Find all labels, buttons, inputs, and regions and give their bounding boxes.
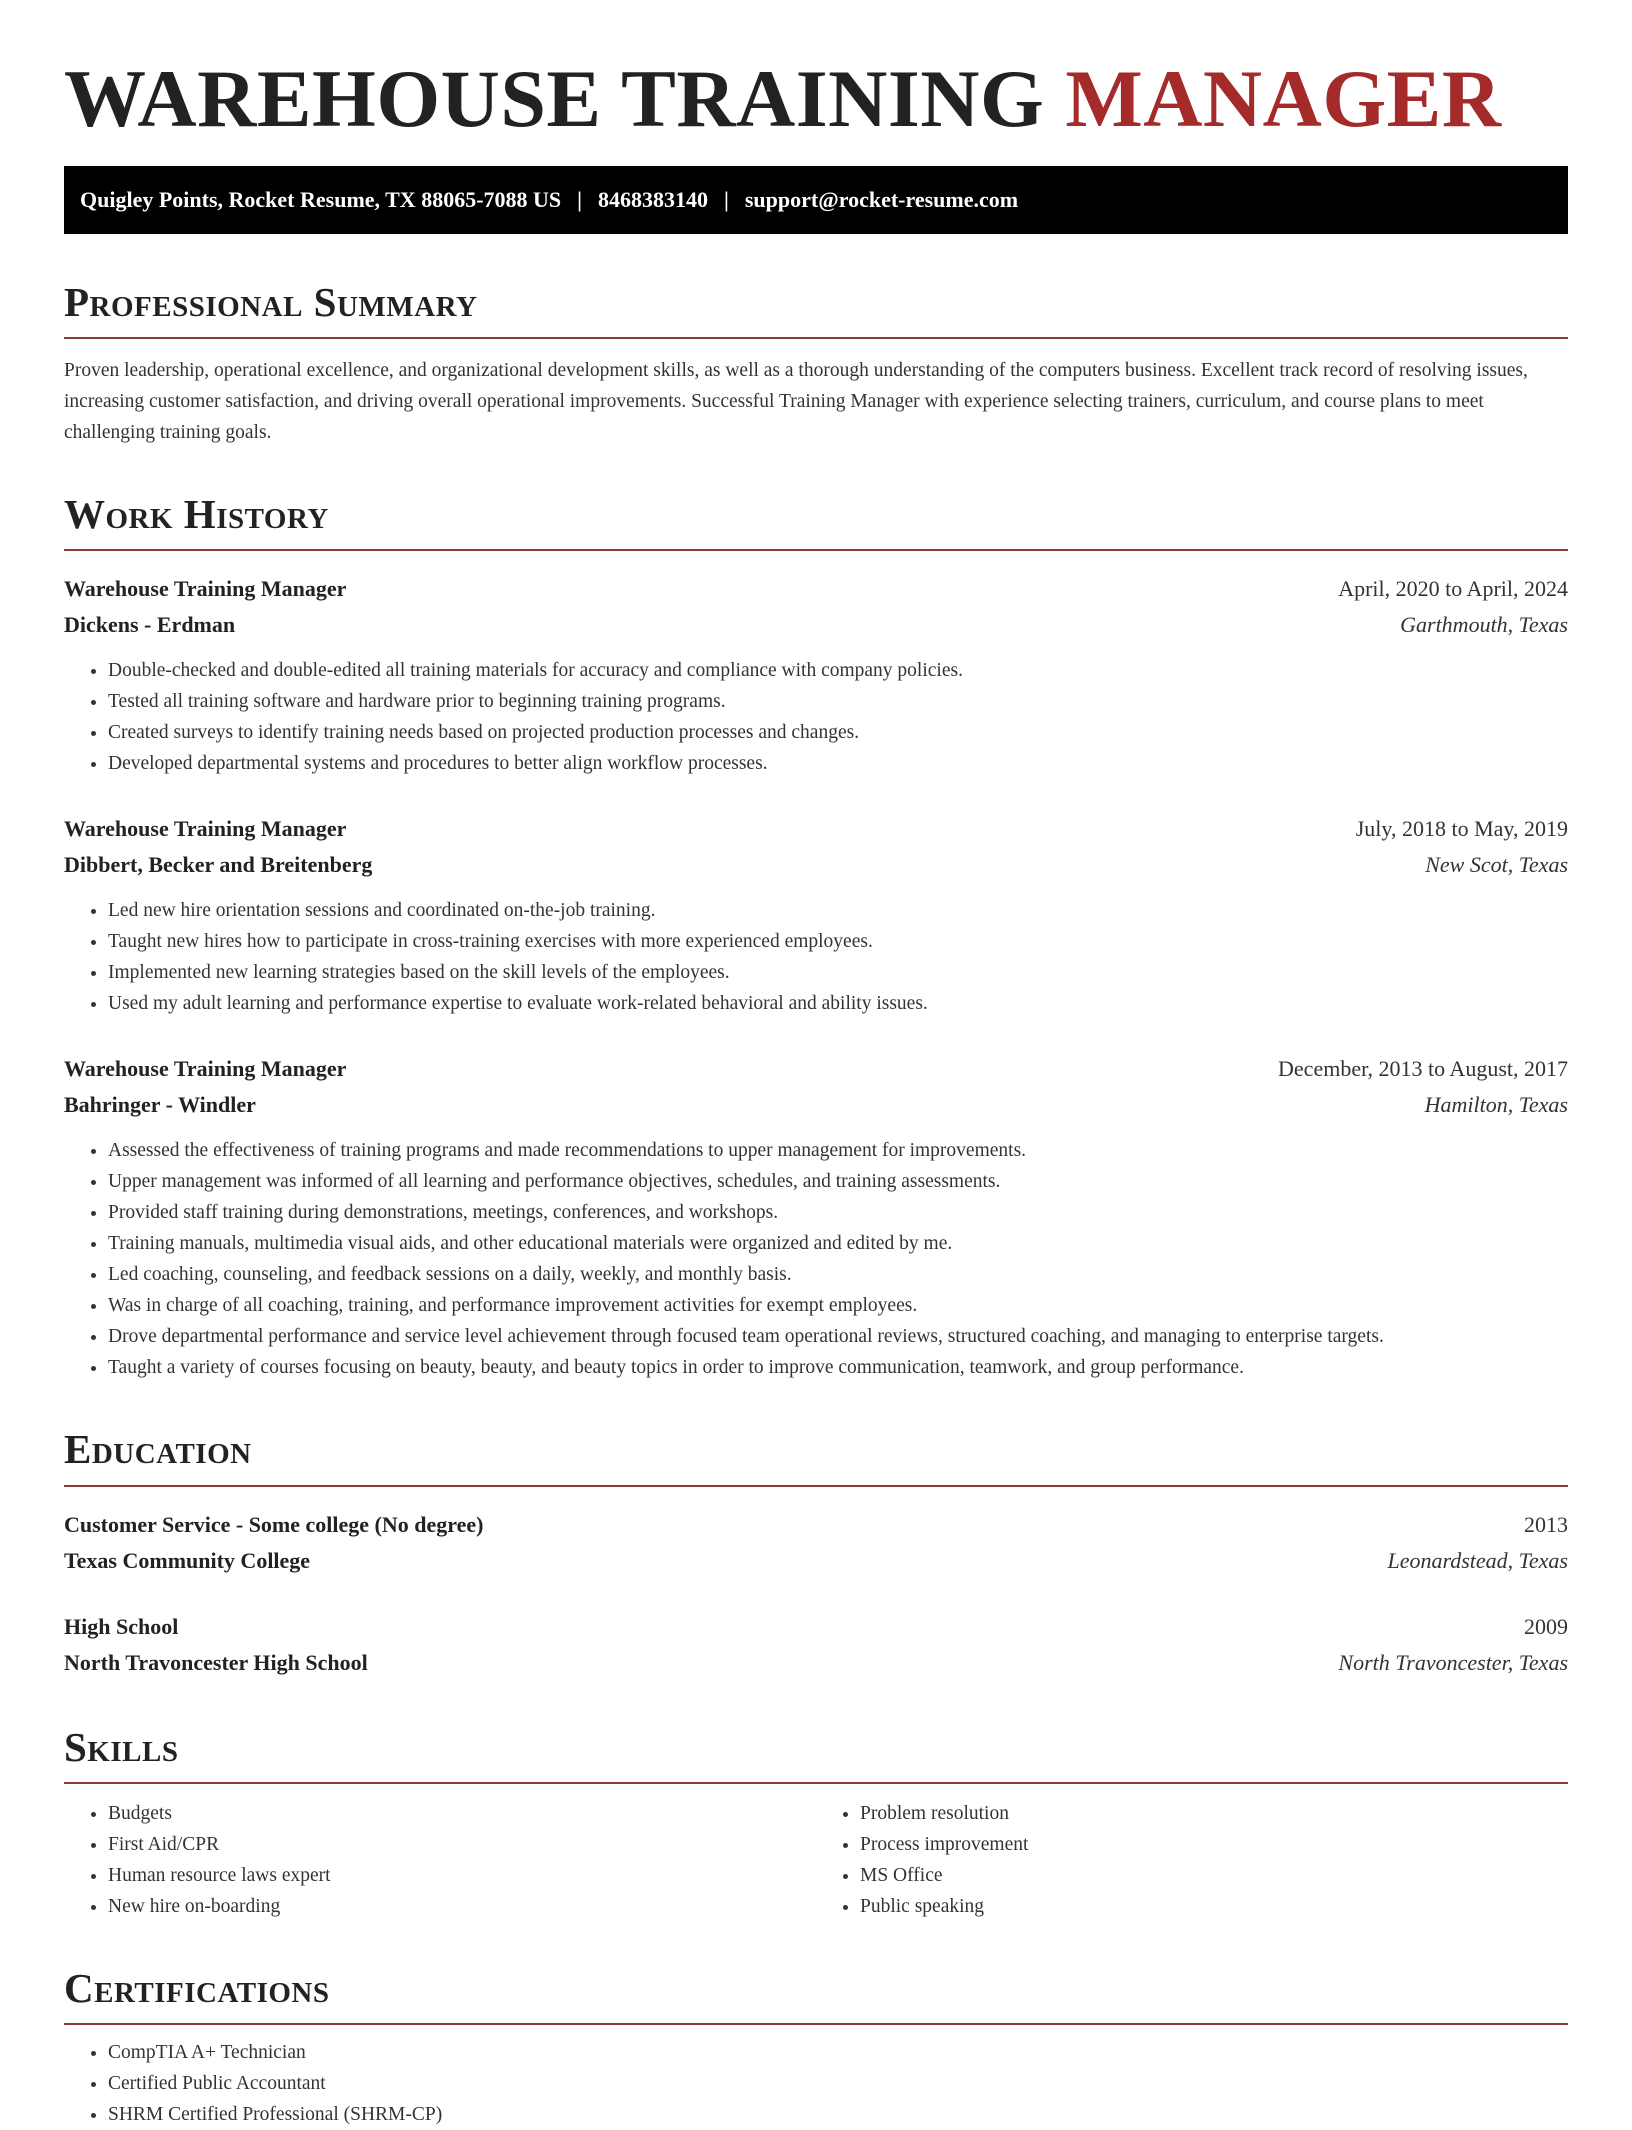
section-title-certifications: Certifications xyxy=(64,1966,1568,2025)
skill-item: • First Aid/CPR xyxy=(108,1829,816,1860)
skill-item: • MS Office xyxy=(860,1860,1568,1891)
job-bullet: • Drove departmental performance and service level achievement through focused team operational reviews, structured coaching, and managing to enterprise targets. xyxy=(108,1321,1568,1352)
work-history-list xyxy=(64,571,1568,1383)
education-degree: High School xyxy=(64,1613,179,1639)
job-header-row xyxy=(64,811,1568,847)
education-entry xyxy=(64,1507,1568,1579)
name-main: WAREHOUSE TRAINING xyxy=(64,53,1045,144)
education-list xyxy=(64,1507,1568,1681)
skill-item: • Human resource laws expert xyxy=(108,1860,816,1891)
job-location: New Scot, Texas xyxy=(1425,852,1568,878)
job-bullets xyxy=(64,655,1568,779)
job-role: Warehouse Training Manager xyxy=(64,1056,347,1082)
education-school: Texas Community College xyxy=(64,1547,311,1573)
skills-column-right xyxy=(816,1798,1568,1922)
skill-item: • Public speaking xyxy=(860,1891,1568,1922)
job-bullet: • Tested all training software and hardware prior to beginning training programs. xyxy=(108,686,1568,717)
name-accent: MANAGER xyxy=(1065,53,1502,144)
job-bullet: • Taught a variety of courses focusing on beauty, beauty, and beauty topics in order to improve communication, teamwork, and group performance. xyxy=(108,1352,1568,1383)
education-school-row xyxy=(64,1543,1568,1579)
job-bullet: • Provided staff training during demonstrations, meetings, conferences, and workshops. xyxy=(108,1197,1568,1228)
job-bullet: • Implemented new learning strategies based on the skill levels of the employees. xyxy=(108,957,1568,988)
skills-column-left xyxy=(64,1798,816,1922)
job-bullet: • Led new hire orientation sessions and coordinated on-the-job training. xyxy=(108,895,1568,926)
skill-item: • Budgets xyxy=(108,1798,816,1829)
job-bullet: • Developed departmental systems and procedures to better align workflow processes. xyxy=(108,748,1568,779)
job-bullet: • Led coaching, counseling, and feedback sessions on a daily, weekly, and monthly basis. xyxy=(108,1259,1568,1290)
job-company-row xyxy=(64,607,1568,643)
job-header-row xyxy=(64,1051,1568,1087)
job-dates: December, 2013 to August, 2017 xyxy=(1278,1056,1568,1082)
contact-separator: | xyxy=(724,187,729,213)
education-year: 2013 xyxy=(1524,1511,1568,1537)
education-degree: Customer Service - Some college (No degree) xyxy=(64,1511,484,1537)
job-bullet: • Double-checked and double-edited all training materials for accuracy and compliance with company policies. xyxy=(108,655,1568,686)
contact-email: support@rocket-resume.com xyxy=(744,187,1019,213)
education-header-row xyxy=(64,1507,1568,1543)
contact-separator: | xyxy=(577,187,583,213)
skills-list xyxy=(64,1798,1568,1922)
certifications-list xyxy=(64,2037,1568,2130)
job-bullets xyxy=(64,1135,1568,1383)
contact-address: Quigley Points, Rocket Resume, TX 88065-7088 US xyxy=(80,187,562,213)
job-bullet: • Taught new hires how to participate in cross-training exercises with more experienced employees. xyxy=(108,926,1568,957)
section-title-summary: Professional Summary xyxy=(64,280,1568,339)
job-company: Dickens - Erdman xyxy=(64,612,236,638)
education-location: Leonardstead, Texas xyxy=(1387,1547,1568,1573)
certification-item: • Certified Public Accountant xyxy=(108,2068,1568,2099)
summary-text: Proven leadership, operational excellence, and organizational development skills, as well as a thorough understanding of the computers business. Excellent track record of resolving issues, increasing customer satisfaction, and driving overall operational improvements. Successful Training Manager with experience selecting trainers, curriculum, and course plans to meet challenging training goals. xyxy=(64,360,1528,444)
education-school-row xyxy=(64,1645,1568,1681)
section-title-skills: Skills xyxy=(64,1725,1568,1784)
job-bullets xyxy=(64,895,1568,1019)
education-year: 2009 xyxy=(1524,1613,1568,1639)
education-entry xyxy=(64,1609,1568,1681)
contact-bar xyxy=(64,166,1568,234)
job-bullet: • Training manuals, multimedia visual aids, and other educational materials were organized and edited by me. xyxy=(108,1228,1568,1259)
education-location: North Travoncester, Texas xyxy=(1338,1649,1568,1675)
contact-phone: 8468383140 xyxy=(598,187,709,213)
certification-item: • CompTIA A+ Technician xyxy=(108,2037,1568,2068)
education-school: North Travoncester High School xyxy=(64,1649,368,1675)
job-company: Bahringer - Windler xyxy=(64,1092,256,1118)
job-entry xyxy=(64,1051,1568,1383)
job-bullet: • Used my adult learning and performance expertise to evaluate work-related behavioral and ability issues. xyxy=(108,988,1568,1019)
job-company-row xyxy=(64,847,1568,883)
section-title-education: Education xyxy=(64,1427,1568,1486)
job-dates: April, 2020 to April, 2024 xyxy=(1338,576,1568,602)
job-company: Dibbert, Becker and Breitenberg xyxy=(64,852,373,878)
certification-item: • SHRM Certified Professional (SHRM-CP) xyxy=(108,2099,1568,2130)
section-title-work-history: Work History xyxy=(64,492,1568,551)
job-dates: July, 2018 to May, 2019 xyxy=(1355,816,1568,842)
job-entry xyxy=(64,811,1568,1019)
job-location: Hamilton, Texas xyxy=(1424,1092,1568,1118)
skill-item: • Process improvement xyxy=(860,1829,1568,1860)
job-bullet: • Upper management was informed of all learning and performance objectives, schedules, and training assessments. xyxy=(108,1166,1568,1197)
job-role: Warehouse Training Manager xyxy=(64,816,347,842)
job-header-row xyxy=(64,571,1568,607)
job-entry xyxy=(64,571,1568,779)
job-company-row xyxy=(64,1087,1568,1123)
skill-item: • New hire on-boarding xyxy=(108,1891,816,1922)
job-location: Garthmouth, Texas xyxy=(1400,612,1568,638)
job-role: Warehouse Training Manager xyxy=(64,576,347,602)
education-header-row xyxy=(64,1609,1568,1645)
skill-item: • Problem resolution xyxy=(860,1798,1568,1829)
job-bullet: • Assessed the effectiveness of training programs and made recommendations to upper management for improvements. xyxy=(108,1135,1568,1166)
resume-name xyxy=(64,52,1568,146)
job-bullet: • Was in charge of all coaching, training, and performance improvement activities for exempt employees. xyxy=(108,1290,1568,1321)
job-bullet: • Created surveys to identify training needs based on projected production processes and changes. xyxy=(108,717,1568,748)
